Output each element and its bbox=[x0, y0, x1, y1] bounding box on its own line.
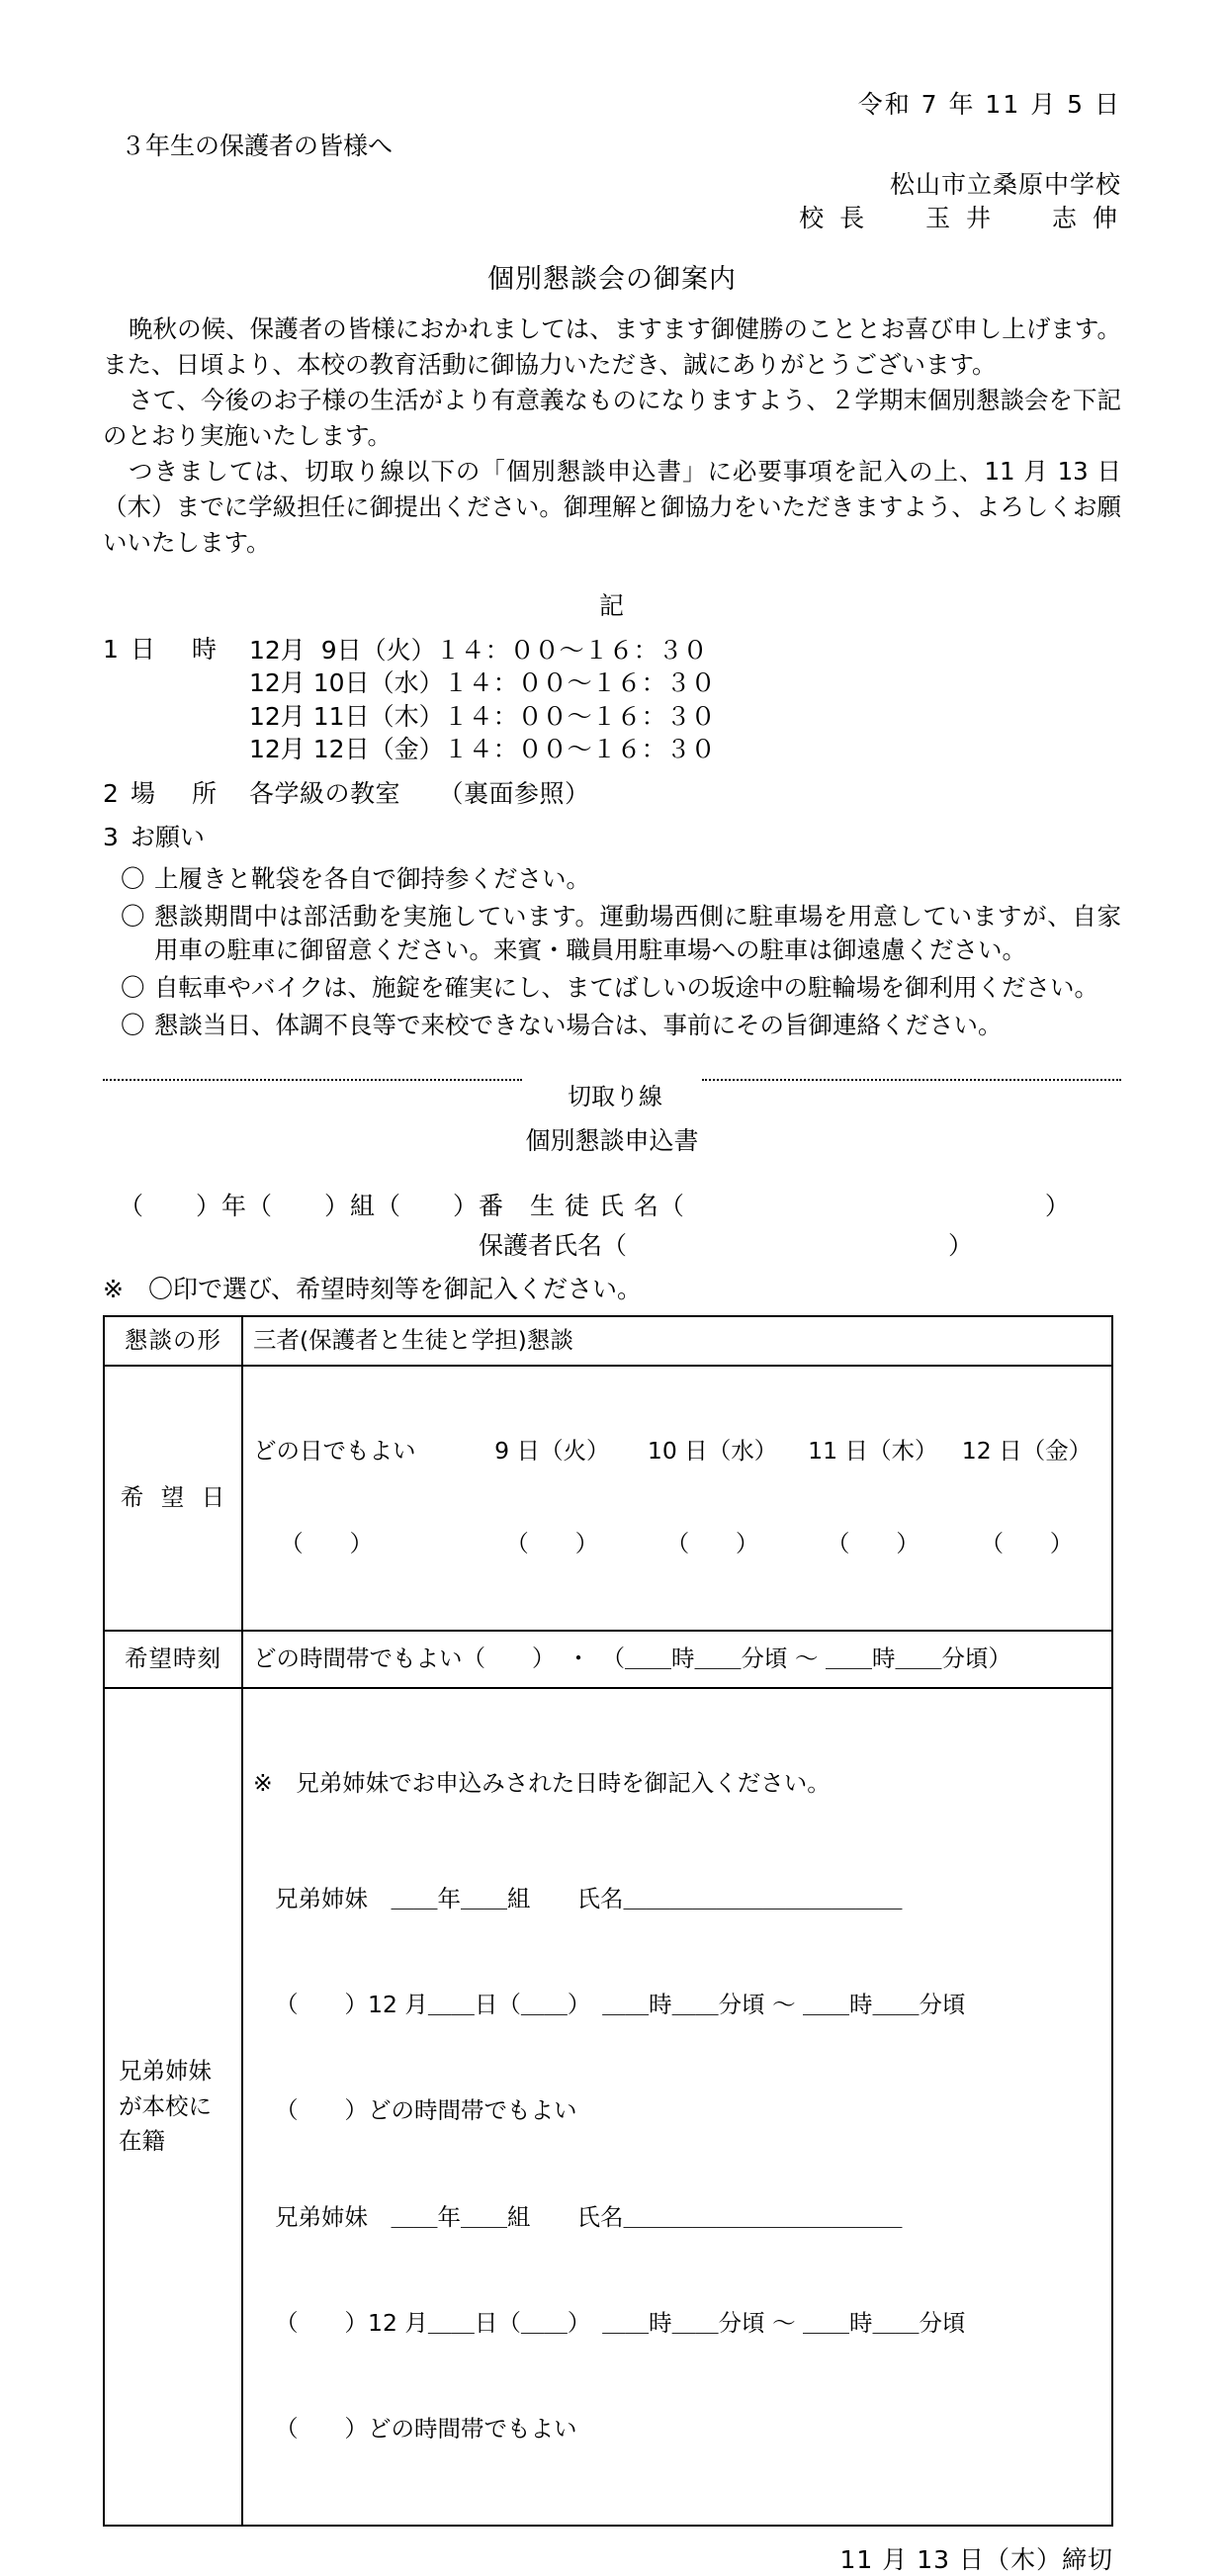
circle-mark-icon: 〇 bbox=[121, 863, 145, 893]
cut-line-dashes-right bbox=[702, 1079, 1121, 1081]
sibling-line[interactable]: 兄弟姉妹 ＿＿年＿＿組 氏名＿＿＿＿＿＿＿＿＿＿＿＿ bbox=[275, 1885, 903, 1913]
paragraph-purpose: さて、今後のお子様の生活がより有意義なものになりますよう、２学期末個別懇談会を下記のとおり実施いたします。 bbox=[103, 385, 1122, 450]
wish-day-option[interactable] bbox=[473, 1374, 631, 1623]
circle-mark-icon: 〇 bbox=[121, 1010, 145, 1039]
sibling-line[interactable]: （ ）どの時間帯でもよい bbox=[275, 2096, 577, 2125]
paragraph-greeting: 晩秋の候、保護者の皆様におかれましては、ますます御健勝のこととお喜び申し上げます。また、日頃より、本校の教育活動に御協力いただき、誠にありがとうございます。 bbox=[103, 313, 1121, 379]
cut-line-label: 切取り線 bbox=[568, 1082, 662, 1110]
wish-day-option-label: どの日でもよい bbox=[253, 1436, 416, 1465]
requests-list bbox=[103, 862, 1121, 1043]
sibling-note: ※ 兄弟姉妹でお申込みされた日時を御記入ください。 bbox=[253, 1768, 831, 1797]
item-datetime-number: 1 bbox=[103, 634, 119, 664]
item-datetime-body bbox=[249, 634, 1121, 766]
circle-mark-icon: 〇 bbox=[121, 973, 145, 1003]
sibling-line[interactable]: （ ）12 月＿＿日（＿＿） ＿＿時＿＿分頃 ～ ＿＿時＿＿分頃 bbox=[275, 2308, 966, 2337]
item-place bbox=[103, 778, 1121, 811]
request-text: 懇談期間中は部活動を実施しています。運動場西側に駐車場を用意していますが、自家用車の駐車に御留意ください。来賓・職員用駐車場への駐車は御遠慮ください。 bbox=[154, 901, 1121, 965]
table-row bbox=[104, 1316, 1112, 1366]
cut-line-dashes-left bbox=[103, 1079, 522, 1081]
addressee: ３年生の保護者の皆様へ bbox=[121, 131, 394, 160]
cut-line bbox=[103, 1065, 1121, 1110]
document-content bbox=[103, 0, 1121, 2576]
wish-day-option-checkbox[interactable]: （ ） bbox=[505, 1530, 599, 1558]
student-name-field[interactable]: （ ）年（ ）組（ ）番 生 徒 氏 名（ ） bbox=[119, 1191, 1071, 1220]
ki-marker: 記 bbox=[598, 590, 625, 620]
wish-day-option-checkbox[interactable]: （ ） bbox=[826, 1530, 920, 1558]
wish-day-option-checkbox[interactable]: （ ） bbox=[980, 1530, 1074, 1558]
page-title: 個別懇談会の御案内 bbox=[487, 263, 737, 295]
datetime-line-4: 12月 12日（金）１４：００～１６：３０ bbox=[249, 735, 716, 764]
row-label-sibling: 兄弟姉妹 が本校に 在籍 bbox=[104, 1688, 242, 2527]
list-item bbox=[103, 862, 1121, 897]
document-date: 令和 7 年 11 月 5 日 bbox=[857, 90, 1121, 119]
request-text: 上履きと靴袋を各自で御持参ください。 bbox=[154, 863, 590, 893]
wish-day-options bbox=[253, 1374, 1101, 1623]
wish-day-option-label: 11 日（木） bbox=[808, 1436, 938, 1465]
datetime-line-1: 12月 9日（火）１４：００～１６：３０ bbox=[249, 635, 708, 665]
row-value-wish-day bbox=[242, 1366, 1112, 1631]
item-place-value: 各学級の教室 （裏面参照） bbox=[249, 778, 590, 808]
item-place-number: 2 bbox=[103, 778, 119, 808]
item-datetime bbox=[103, 634, 1121, 766]
wish-day-option-checkbox[interactable]: （ ） bbox=[665, 1530, 759, 1558]
wish-day-option[interactable] bbox=[794, 1374, 952, 1623]
wish-day-option-checkbox[interactable]: （ ） bbox=[280, 1530, 374, 1558]
wish-day-option-label: 9 日（火） bbox=[494, 1436, 610, 1465]
list-item bbox=[103, 971, 1121, 1006]
sibling-line[interactable]: （ ）12 月＿＿日（＿＿） ＿＿時＿＿分頃 ～ ＿＿時＿＿分頃 bbox=[275, 1991, 966, 2019]
datetime-line-3: 12月 11日（木）１４：００～１６：３０ bbox=[249, 701, 716, 731]
item-requests bbox=[103, 822, 1121, 854]
wish-day-option[interactable] bbox=[631, 1374, 793, 1623]
row-label-wish-day: 希 望 日 bbox=[104, 1366, 242, 1631]
guardian-name-field[interactable]: 保護者氏名（ ） bbox=[479, 1230, 974, 1260]
item-datetime-label: 日 時 bbox=[131, 634, 223, 664]
application-table bbox=[103, 1315, 1113, 2527]
item-requests-number: 3 bbox=[103, 823, 119, 852]
row-label-wish-time: 希望時刻 bbox=[104, 1631, 242, 1688]
list-item bbox=[103, 1009, 1121, 1043]
school-name: 松山市立桑原中学校 bbox=[889, 170, 1121, 199]
table-row bbox=[104, 1631, 1112, 1688]
paragraph-submission: つきましては、切取り線以下の「個別懇談申込書」に必要事項を記入の上、11 月 13 日（木）までに学級担任に御提出ください。御理解と御協力をいただきますよう、よろしくお願いいたします。 bbox=[103, 456, 1121, 557]
wish-day-option[interactable] bbox=[952, 1374, 1101, 1623]
form-title: 個別懇談申込書 bbox=[525, 1125, 699, 1155]
circle-mark-icon: 〇 bbox=[121, 901, 145, 931]
principal-name: 校 長 玉 井 志 伸 bbox=[799, 204, 1121, 233]
sibling-line[interactable]: 兄弟姉妹 ＿＿年＿＿組 氏名＿＿＿＿＿＿＿＿＿＿＿＿ bbox=[275, 2202, 903, 2231]
request-text: 懇談当日、体調不良等で来校できない場合は、事前にその旨御連絡ください。 bbox=[154, 1010, 1003, 1039]
wish-day-option-label: 10 日（水） bbox=[647, 1436, 778, 1465]
datetime-line-2: 12月 10日（水）１４：００～１６：３０ bbox=[249, 668, 716, 698]
sibling-fields bbox=[253, 1696, 1101, 2519]
table-row bbox=[104, 1688, 1112, 2527]
row-value-form: 三者(保護者と生徒と学担)懇談 bbox=[242, 1316, 1112, 1366]
item-place-label: 場 所 bbox=[131, 778, 223, 808]
row-value-sibling bbox=[242, 1688, 1112, 2527]
sibling-line[interactable]: （ ）どの時間帯でもよい bbox=[275, 2414, 577, 2443]
row-label-form: 懇談の形 bbox=[104, 1316, 242, 1366]
wish-day-option[interactable] bbox=[253, 1374, 473, 1623]
deadline-notice: 11 月 13 日（木）締切 bbox=[839, 2545, 1113, 2575]
request-text: 自転車やバイクは、施錠を確実にし、まてばしいの坂途中の駐輪場を御利用ください。 bbox=[154, 973, 1099, 1003]
wish-day-option-label: 12 日（金） bbox=[961, 1436, 1093, 1465]
row-value-wish-time[interactable]: どの時間帯でもよい（ ） ・ （＿＿時＿＿分頃 ～ ＿＿時＿＿分頃） bbox=[242, 1631, 1112, 1688]
list-item bbox=[103, 900, 1121, 969]
table-row bbox=[104, 1366, 1112, 1631]
form-instruction: ※ 〇印で選び、希望時刻等を御記入ください。 bbox=[103, 1274, 642, 1303]
item-requests-label: お願い bbox=[131, 823, 206, 852]
